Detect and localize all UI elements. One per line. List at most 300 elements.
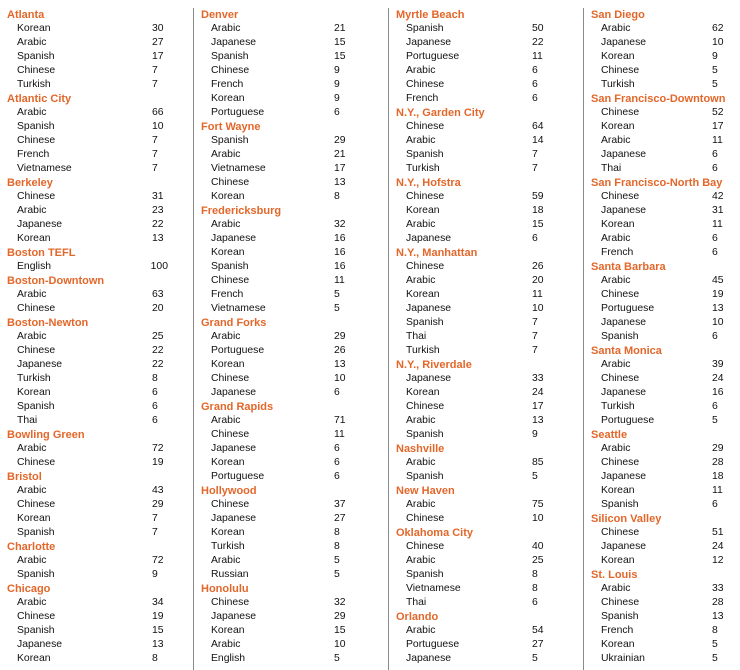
language-name: Turkish [211, 541, 245, 552]
language-name: Vietnamese [17, 163, 72, 174]
language-percent: 63 [152, 289, 164, 300]
language-row [591, 106, 728, 120]
language-row [7, 456, 168, 470]
language-percent: 29 [334, 611, 346, 622]
language-name: Japanese [211, 513, 257, 524]
language-row [591, 526, 728, 540]
language-row [396, 512, 548, 526]
language-row [7, 554, 168, 568]
language-row [7, 330, 168, 344]
language-row [7, 610, 168, 624]
language-name: Spanish [17, 527, 55, 538]
language-row [396, 582, 548, 596]
language-percent: 19 [152, 611, 164, 622]
city-heading: Boston-Downtown [7, 275, 105, 287]
language-name: Japanese [211, 387, 257, 398]
language-percent: 12 [712, 555, 724, 566]
language-percent: 9 [334, 93, 340, 104]
language-row [7, 64, 168, 78]
language-name: Arabic [601, 135, 631, 146]
language-percent: 6 [532, 65, 538, 76]
language-row [591, 638, 728, 652]
language-percent: 31 [152, 191, 164, 202]
language-row [7, 596, 168, 610]
city-heading: Santa Monica [591, 345, 662, 357]
language-row [201, 50, 350, 64]
language-percent: 16 [712, 387, 724, 398]
language-row [7, 344, 168, 358]
language-percent: 7 [152, 135, 158, 146]
language-row [7, 414, 168, 428]
language-row [591, 484, 728, 498]
language-row [7, 288, 168, 302]
language-name: Chinese [211, 597, 250, 608]
language-percent: 5 [334, 569, 340, 580]
language-name: French [406, 93, 439, 104]
language-name: Korean [211, 247, 245, 258]
language-row [7, 22, 168, 36]
language-name: Portuguese [601, 303, 655, 314]
language-row [396, 232, 548, 246]
language-name: Portuguese [601, 415, 655, 426]
language-name: Spanish [211, 261, 249, 272]
city-heading: Boston TEFL [7, 247, 76, 259]
language-percent: 8 [712, 625, 718, 636]
language-name: English [17, 261, 52, 272]
language-row [591, 582, 728, 596]
language-percent: 21 [334, 149, 346, 160]
language-percent: 10 [152, 121, 164, 132]
language-percent: 16 [334, 247, 346, 258]
city-heading: Chicago [7, 583, 51, 595]
language-row [396, 162, 548, 176]
language-percent: 8 [334, 541, 340, 552]
city-heading: Orlando [396, 611, 439, 623]
language-percent: 18 [712, 471, 724, 482]
language-row [591, 596, 728, 610]
column-2 [193, 8, 388, 670]
language-row [201, 22, 350, 36]
city-heading: N.Y., Riverdale [396, 359, 472, 371]
language-row [396, 190, 548, 204]
language-row [201, 414, 350, 428]
language-name: Turkish [601, 401, 635, 412]
language-row [7, 400, 168, 414]
language-row [7, 302, 168, 316]
language-name: Korean [211, 527, 245, 538]
language-row [591, 400, 728, 414]
language-percent: 19 [152, 457, 164, 468]
language-row [396, 554, 548, 568]
language-row [396, 372, 548, 386]
language-name: Korean [211, 93, 245, 104]
language-row [201, 92, 350, 106]
language-percent: 32 [334, 597, 346, 608]
language-name: Chinese [406, 401, 445, 412]
city-heading: St. Louis [591, 569, 638, 581]
city-heading: N.Y., Manhattan [396, 247, 478, 259]
language-percent: 15 [152, 625, 164, 636]
language-row [591, 50, 728, 64]
language-name: Chinese [17, 65, 56, 76]
language-name: Chinese [406, 513, 445, 524]
language-name: Japanese [601, 471, 647, 482]
language-name: Korean [601, 51, 635, 62]
language-percent: 29 [712, 443, 724, 454]
city-heading: Bowling Green [7, 429, 85, 441]
language-name: Chinese [211, 373, 250, 384]
language-row [396, 428, 548, 442]
language-percent: 10 [532, 303, 544, 314]
language-row [396, 568, 548, 582]
language-row [201, 78, 350, 92]
language-percent: 16 [334, 233, 346, 244]
language-name: Chinese [211, 65, 250, 76]
language-name: Chinese [17, 135, 56, 146]
language-name: Korean [17, 233, 51, 244]
language-name: French [17, 149, 50, 160]
language-row [7, 162, 168, 176]
city-heading: Atlanta [7, 9, 45, 21]
language-percent: 22 [152, 219, 164, 230]
language-name: Japanese [17, 359, 63, 370]
column-4 [583, 8, 740, 670]
language-name: Korean [601, 219, 635, 230]
language-name: Arabic [601, 233, 631, 244]
language-percent: 10 [712, 37, 724, 48]
language-percent: 72 [152, 555, 164, 566]
language-percent: 13 [334, 359, 346, 370]
language-row [7, 484, 168, 498]
language-name: Chinese [601, 527, 640, 538]
language-name: Chinese [406, 121, 445, 132]
language-row [7, 442, 168, 456]
city-heading: Grand Forks [201, 317, 267, 329]
language-percent: 14 [532, 135, 544, 146]
language-percent: 10 [712, 317, 724, 328]
language-name: Chinese [211, 429, 250, 440]
language-name: Korean [17, 653, 51, 664]
language-name: Japanese [406, 303, 452, 314]
column-1 [0, 8, 193, 670]
city-heading: Oklahoma City [396, 527, 474, 539]
language-name: Chinese [601, 597, 640, 608]
language-row [201, 176, 350, 190]
language-row [396, 414, 548, 428]
language-name: Portuguese [406, 51, 460, 62]
language-name: Japanese [211, 233, 257, 244]
language-name: Korean [211, 359, 245, 370]
language-name: Arabic [406, 625, 436, 636]
language-row [396, 134, 548, 148]
language-row [201, 624, 350, 638]
language-name: Spanish [406, 317, 444, 328]
city-heading: Denver [201, 9, 239, 21]
language-percent: 22 [152, 345, 164, 356]
language-percent: 5 [532, 471, 538, 482]
language-name: Chinese [211, 499, 250, 510]
language-percent: 6 [712, 499, 718, 510]
language-percent: 5 [532, 653, 538, 664]
language-name: Thai [406, 331, 427, 342]
city-heading: San Francisco-North Bay [591, 177, 723, 189]
language-name: Chinese [17, 499, 56, 510]
language-name: Korean [211, 191, 245, 202]
language-percent: 54 [532, 625, 544, 636]
language-row [396, 386, 548, 400]
language-percent: 7 [152, 65, 158, 76]
language-percent: 11 [712, 485, 723, 496]
language-row [201, 372, 350, 386]
language-row [201, 106, 350, 120]
language-row [396, 22, 548, 36]
language-name: Arabic [17, 485, 47, 496]
language-percent: 7 [532, 317, 538, 328]
language-name: Chinese [601, 107, 640, 118]
language-name: Spanish [406, 429, 444, 440]
city-heading: New Haven [396, 485, 455, 497]
language-row [396, 260, 548, 274]
language-row [7, 190, 168, 204]
language-name: Japanese [406, 373, 452, 384]
language-name: Japanese [601, 149, 647, 160]
city-heading: Berkeley [7, 177, 53, 189]
language-percent: 18 [532, 205, 544, 216]
language-row [201, 428, 350, 442]
city-heading: Hollywood [201, 485, 257, 497]
language-name: Spanish [17, 569, 55, 580]
language-name: Arabic [17, 555, 47, 566]
language-percent: 31 [712, 205, 724, 216]
language-name: Arabic [406, 555, 436, 566]
language-percent: 6 [532, 597, 538, 608]
language-name: Arabic [211, 555, 241, 566]
language-row [396, 470, 548, 484]
language-row [591, 288, 728, 302]
language-row [7, 526, 168, 540]
language-percent: 8 [152, 653, 158, 664]
language-name: Japanese [601, 37, 647, 48]
city-heading: Honolulu [201, 583, 249, 595]
language-row [591, 246, 728, 260]
language-percent: 5 [712, 653, 718, 664]
language-name: Japanese [211, 37, 257, 48]
language-percent: 10 [334, 639, 346, 650]
language-name: Turkish [601, 79, 635, 90]
language-percent: 72 [152, 443, 164, 454]
language-percent: 27 [152, 37, 164, 48]
language-percent: 8 [334, 527, 340, 538]
city-heading: Atlantic City [7, 93, 72, 105]
language-row [591, 162, 728, 176]
language-name: Portuguese [406, 639, 460, 650]
language-row [201, 470, 350, 484]
language-row [591, 442, 728, 456]
language-name: Spanish [406, 23, 444, 34]
language-name: Spanish [17, 51, 55, 62]
language-name: Spanish [406, 149, 444, 160]
language-row [396, 498, 548, 512]
language-row [201, 260, 350, 274]
language-percent: 59 [532, 191, 544, 202]
city-heading: Charlotte [7, 541, 56, 553]
language-row [201, 302, 350, 316]
language-percent: 6 [152, 387, 158, 398]
language-row [7, 568, 168, 582]
city-heading: Boston-Newton [7, 317, 89, 329]
language-name: English [211, 653, 246, 664]
language-percent: 15 [334, 625, 346, 636]
language-name: Thai [601, 163, 622, 174]
language-name: Japanese [406, 37, 452, 48]
language-name: Arabic [406, 499, 436, 510]
city-heading: Seattle [591, 429, 628, 441]
language-row [396, 344, 548, 358]
language-row [7, 120, 168, 134]
language-name: Japanese [406, 653, 452, 664]
language-row [591, 470, 728, 484]
language-percent: 66 [152, 107, 164, 118]
language-name: Korean [406, 205, 440, 216]
language-row [591, 414, 728, 428]
language-name: Chinese [601, 373, 640, 384]
language-name: Chinese [211, 177, 250, 188]
language-name: Arabic [17, 205, 47, 216]
language-name: Korean [601, 485, 635, 496]
language-percent: 9 [152, 569, 158, 580]
language-percent: 26 [334, 345, 346, 356]
city-heading: Nashville [396, 443, 445, 455]
language-name: Chinese [406, 79, 445, 90]
language-row [201, 274, 350, 288]
language-percent: 5 [334, 555, 340, 566]
language-name: Chinese [17, 345, 56, 356]
language-name: Chinese [601, 457, 640, 468]
language-row [591, 330, 728, 344]
language-percent: 28 [712, 597, 724, 608]
language-percent: 10 [532, 513, 544, 524]
language-row [201, 232, 350, 246]
language-percent: 42 [712, 191, 724, 202]
language-name: Spanish [601, 499, 639, 510]
language-row [591, 36, 728, 50]
language-percent: 13 [152, 233, 164, 244]
language-row [7, 134, 168, 148]
language-percent: 25 [152, 331, 164, 342]
language-row [201, 526, 350, 540]
language-row [396, 652, 548, 666]
language-percent: 7 [532, 331, 538, 342]
language-percent: 13 [152, 639, 164, 650]
language-percent: 23 [152, 205, 164, 216]
language-percent: 100 [150, 261, 168, 272]
language-percent: 6 [152, 401, 158, 412]
language-row [201, 386, 350, 400]
language-percent: 9 [334, 79, 340, 90]
language-percent: 6 [712, 401, 718, 412]
language-percent: 7 [152, 163, 158, 174]
language-row [396, 596, 548, 610]
language-percent: 43 [152, 485, 164, 496]
language-name: Arabic [17, 443, 47, 454]
language-row [201, 330, 350, 344]
language-percent: 7 [152, 513, 158, 524]
language-name: Arabic [17, 331, 47, 342]
language-percent: 6 [712, 247, 718, 258]
language-row [591, 456, 728, 470]
language-name: Arabic [601, 23, 631, 34]
language-percent: 11 [712, 219, 723, 230]
language-name: Korean [601, 555, 635, 566]
language-name: Portuguese [211, 107, 265, 118]
language-percent: 6 [334, 443, 340, 454]
language-percent: 6 [334, 471, 340, 482]
language-name: Spanish [17, 625, 55, 636]
language-percent: 33 [532, 373, 544, 384]
language-percent: 6 [712, 331, 718, 342]
language-percent: 15 [532, 219, 544, 230]
language-row [396, 330, 548, 344]
language-name: Arabic [406, 65, 436, 76]
language-name: Arabic [211, 331, 241, 342]
language-name: Spanish [406, 471, 444, 482]
language-name: Chinese [406, 191, 445, 202]
language-name: Spanish [211, 51, 249, 62]
city-heading: N.Y., Garden City [396, 107, 485, 119]
language-row [396, 638, 548, 652]
language-name: Korean [17, 387, 51, 398]
language-name: Spanish [601, 611, 639, 622]
language-name: Chinese [17, 191, 56, 202]
language-percent: 11 [532, 51, 543, 62]
language-name: Korean [601, 639, 635, 650]
language-percent: 26 [532, 261, 544, 272]
language-percent: 32 [334, 219, 346, 230]
language-name: Turkish [406, 345, 440, 356]
language-percent: 8 [152, 373, 158, 384]
language-row [201, 288, 350, 302]
language-row [396, 92, 548, 106]
language-percent: 6 [334, 457, 340, 468]
language-name: Chinese [17, 457, 56, 468]
language-row [396, 64, 548, 78]
language-row [591, 554, 728, 568]
language-name: Spanish [17, 401, 55, 412]
language-row [7, 260, 168, 274]
language-name: Chinese [17, 611, 56, 622]
language-row [201, 344, 350, 358]
language-percent: 52 [712, 107, 724, 118]
language-name: Japanese [406, 233, 452, 244]
language-name: Japanese [601, 387, 647, 398]
language-name: Arabic [17, 37, 47, 48]
language-row [591, 302, 728, 316]
language-row [396, 540, 548, 554]
language-percent: 5 [712, 65, 718, 76]
language-percent: 20 [152, 303, 164, 314]
language-name: Japanese [601, 317, 647, 328]
language-percent: 29 [152, 499, 164, 510]
city-heading: Bristol [7, 471, 42, 483]
city-heading: San Diego [591, 9, 645, 21]
language-row [7, 148, 168, 162]
language-row [396, 120, 548, 134]
language-row [201, 512, 350, 526]
language-percent: 17 [334, 163, 346, 174]
language-name: Japanese [601, 205, 647, 216]
language-percent: 28 [712, 457, 724, 468]
language-percent: 64 [532, 121, 544, 132]
